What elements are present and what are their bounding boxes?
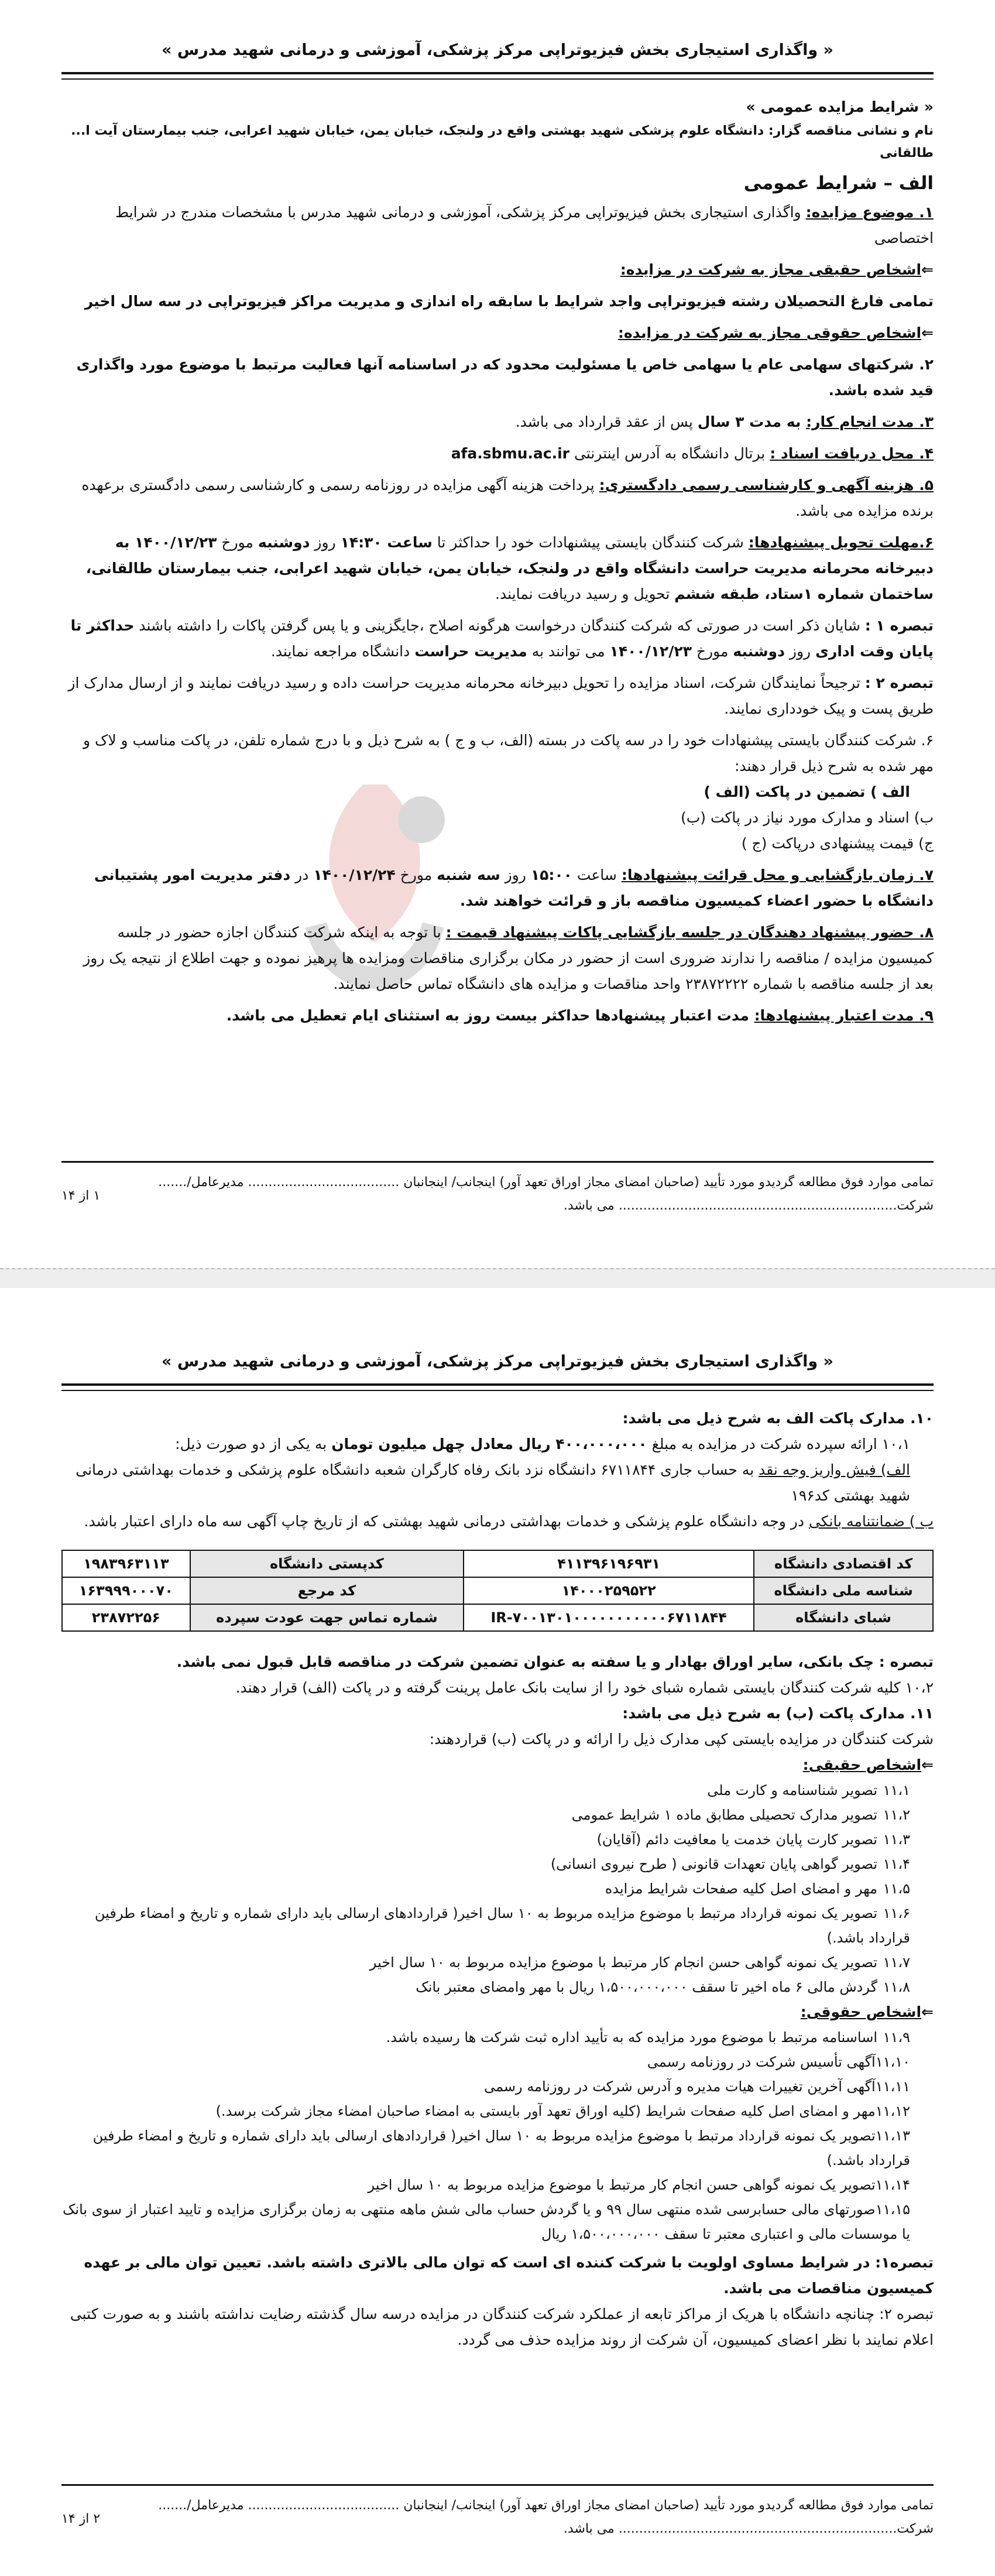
item-text: تصویر یک نمونه قرارداد مرتبط با موضوع مزایده مربوط به ۱۰ سال اخیر( قراردادهای ارسالی باید دارای شماره و تاریخ و امضاء طرفین قرارداد باشد.) — [94, 1905, 910, 1946]
item-8: ۸. حضور پیشنهاد دهندگان در جلسه بازگشایی پاکات پیشنهاد قیمت : با توجه به اینکه شرکت کنندگان اجازه حضور در جلسه کمیسیون مزایده / مناقصه را ندارند ضروری است از حضور در مکان برگزاری مناقصات ومزایده ها پرهیز نموده و جهت اطلاع از نتیجه یک روز بعد از جلسه مناقصه با شماره ۲۳۸۷۲۲۲۲ واحد مناقصات و مزایده های دانشگاه تماس حاصل نمایند. — [83, 924, 934, 992]
page-header-title: « واگذاری استیجاری بخش فیزیوتراپی مرکز پزشکی، آموزشی و درمانی شهید مدرس » — [61, 1352, 934, 1386]
item-4: ۴. محل دریافت اسناد : برتال دانشگاه به آدرس اینترنتی afa.sbmu.ac.ir — [451, 445, 934, 462]
part-a-title: الف – شرایط عمومی — [743, 173, 934, 194]
item-11-intro: شرکت کنندگان در مزایده بایستی کپی مدارک ذیل را ارائه و در پاکت (ب) قراردهند: — [429, 1731, 934, 1748]
item-number: ۱۱،۱۱ — [875, 2078, 910, 2095]
item-text: مهر و امضای اصل کلیه صفحات شرایط (کلیه اوراق تعهد آور بایستی به امضاء صاحبان امضاء مجاز شرکت برسد.) — [215, 2103, 876, 2119]
note-1: تبصره ۱ : شایان ذکر است در صورتی که شرکت کنندگان درخواست هرگونه اصلاح ،جایگزینی و یا پس گرفتن پاکات را داشته باشند حداکثر تا پایان وقت اداری روز دوشنبه مورخ ۱۴۰۰/۱۲/۲۳ می توانند به مدیریت حراست دانشگاه مراجعه نمایند. — [70, 617, 934, 660]
info-table-row — [62, 1550, 933, 1577]
page-1-footer — [61, 1161, 934, 1218]
item-10-1: ۱۰،۱ ارائه سپرده شرکت در مزایده به مبلغ ۴۰۰،۰۰۰،۰۰۰ ریال معادل چهل میلیون تومان به یکی از دو صورت ذیل: — [175, 1436, 910, 1453]
natural-persons-docs-heading: ⇐اشخاص حقیقی: — [802, 1756, 934, 1773]
item-3: ۳. مدت انجام کار: به مدت ۳ سال پس از عقد قرارداد می باشد. — [515, 413, 934, 430]
item-number: ۱۱،۱۰ — [875, 2054, 910, 2070]
info-table-value: ۱۹۸۳۹۶۳۱۱۳ — [62, 1550, 190, 1577]
item-text: آگهی آخرین تغییرات هیات مدیره و آدرس شرکت در روزنامه رسمی — [484, 2078, 876, 2095]
item-number: ۱۱،۲ — [883, 1807, 910, 1823]
legal-persons-docs-heading: ⇐اشخاص حقوقی: — [800, 2003, 934, 2020]
item-number: ۱۱،۳ — [883, 1831, 910, 1848]
document-requirement-item — [61, 2074, 910, 2099]
item-10-heading: ۱۰. مدارک پاکت الف به شرح ذیل می باشد: — [622, 1410, 934, 1427]
document-requirement-item — [61, 1876, 910, 1901]
document-requirement-item — [61, 1827, 910, 1852]
page-2-note-1: تبصره۱: در شرایط مساوی اولویت با شرکت کننده ای است که توان مالی بالاتری داشته باشد. تعیین توان مالی بر عهده کمیسیون مناقصات می باشد. — [84, 2254, 934, 2297]
item-number: ۱۱،۱۲ — [875, 2103, 910, 2119]
document-requirement-item — [61, 2123, 910, 2173]
legal-persons-docs-list — [61, 2025, 934, 2246]
item-text: مهر و امضای اصل کلیه صفحات شرایط مزایده — [605, 1880, 877, 1897]
item-number: ۱۱،۱۵ — [875, 2201, 910, 2218]
item-5: ۵. هزینه آگهی و کارشناسی رسمی دادگستری: پرداخت هزینه آگهی مزایده در روزنامه رسمی و کارشناسی رسمی دادگستری برعهده برنده مزایده می باشد. — [81, 477, 934, 519]
info-table-value: IR-۷۰۰۱۳۰۱۰۰۰۰۰۰۰۰۰۰۰۶۷۱۱۸۴۴ — [464, 1604, 754, 1631]
footer-company-line: شرکت.................................................................... می باشد. — [563, 1198, 934, 1213]
item-text: گردش مالی ۶ ماه اخیر تا سقف ۱،۵۰۰،۰۰۰،۰۰۰ ریال با مهر وامضای معتبر بانک — [416, 1979, 877, 1995]
item-number: ۱۱،۱ — [883, 1782, 910, 1799]
natural-persons-text: تمامی فارغ التحصیلان رشته فیزیوتراپی واجد شرایط با سابقه راه اندازی و مدیریت مراکز فیزیوتراپی در سه سال اخیر — [84, 293, 934, 310]
item-text: تصویر یک نمونه گواهی حسن انجام کار مرتبط با موضوع مزایده مربوط به ۱۰ سال اخیر — [369, 1954, 877, 1971]
document-requirement-item — [61, 1778, 910, 1803]
footer-company-line: شرکت.................................................................... می باشد. — [563, 2522, 934, 2536]
item-11-heading: ۱۱. مدارک پاکت (ب) به شرح ذیل می باشد: — [622, 1705, 934, 1722]
documents-url-link[interactable]: afa.sbmu.ac.ir — [451, 445, 570, 462]
item-6: ۶.مهلت تحویل پیشنهادها: شرکت کنندگان بایستی پیشنهادات خود را حداکثر تا ساعت ۱۴:۳۰ روز دوشنبه مورخ ۱۴۰۰/۱۲/۲۳ به دبیرخانه محرمانه مدیریت حراست دانشگاه واقع در ولنجک، خیابان یمن، خیابان شهید اعرابی، جنب بیمارستان طالقانی، ساختمان شماره ۱ستاد، طبقه ششم تحویل و رسید دریافت نمایند. — [85, 534, 934, 602]
info-table-label: کد اقتصادی دانشگاه — [754, 1550, 933, 1577]
item-number: ۱۱،۶ — [883, 1905, 910, 1921]
info-table-label: شبای دانشگاه — [754, 1604, 933, 1631]
legal-persons-heading: ⇐اشخاص حقوقی مجاز به شرکت در مزایده: — [617, 324, 934, 341]
note-2: تبصره ۲ : ترجیحاً نمایندگان شرکت، اسناد مزایده را تحویل دبیرخانه محرمانه مدیریت حراست داده و رسید دریافت نمایند و از ارسال مدارک از طریق پست و پیک خودداری نمایند. — [68, 674, 934, 717]
item-2: ۲. شرکتهای سهامی عام یا سهامی خاص یا مسئولیت محدود که در اساسنامه آنها فعالیت مرتبط با موضوع مورد واگذاری قید شده باشد. — [76, 356, 934, 399]
document-requirement-item — [61, 2099, 910, 2123]
item-number: ۱۱،۱۳ — [875, 2128, 910, 2144]
item-text: آگهی تأسیس شرکت در روزنامه رسمی — [647, 2054, 876, 2070]
page-2-note-2: تبصره ۲: چنانچه دانشگاه با هریک از مراکز تابعه از عملکرد شرکت کنندگان در مزایده درسه سال گذشته رضایت نداشته باشند و به صورت کتبی اعلام نمایند با نظر اعضای کمیسیون، آن شرکت از روند مزایده حذف می گردد. — [70, 2306, 934, 2348]
note-bank-check: تبصره : چک بانکی، سایر اوراق بهادار و یا سفته به عنوان تضمین شرکت در مناقصه قابل قبول نمی باشد. — [176, 1653, 934, 1670]
item-text: تصویر کارت پایان خدمت یا معافیت دائم (آقایان) — [596, 1831, 877, 1848]
envelope-c: ج) قیمت پیشنهادی درپاکت (ج ) — [741, 835, 934, 852]
document-requirement-item — [61, 1901, 910, 1950]
info-table-label: کد مرجع — [190, 1577, 464, 1604]
item-7: ۷. زمان بازگشایی و محل قرائت پیشنهادها: ساعت ۱۵:۰۰ روز سه شنبه مورخ ۱۴۰۰/۱۲/۲۴ در دفتر مدیریت امور پشتیبانی دانشگاه با حضور اعضاء کمیسیون مناقصه باز و قرائت خواهند شد. — [94, 866, 934, 909]
document-requirement-item — [61, 2197, 910, 2246]
page-2-footer — [61, 2484, 934, 2541]
item-number: ۱۱،۵ — [883, 1880, 910, 1897]
item-number: ۱۱،۱۴ — [875, 2177, 910, 2193]
document-requirement-item — [61, 2025, 910, 2050]
item-text: تصویر شناسنامه و کارت ملی — [707, 1782, 877, 1799]
info-table-value: ۲۳۸۷۲۲۵۶ — [62, 1604, 190, 1631]
item-9: ۹. مدت اعتبار پیشنهادها: مدت اعتبار پیشنهادها حداکثر بیست روز به استثنای ایام تعطیل می باشد. — [226, 1007, 934, 1024]
footer-approval-line: تمامی موارد فوق مطالعه گردیدو مورد تأیید (صاحبان امضای مجاز اوراق تعهد آور) اینجانب/ اینجانبان ..................................... مدیرعامل/....... — [158, 2498, 934, 2513]
envelope-a: الف ) تضمین در پاکت (الف ) — [704, 783, 910, 800]
item-number: ۱۱،۹ — [883, 2029, 910, 2046]
info-table-label: کدپستی دانشگاه — [190, 1550, 464, 1577]
item-text: تصویر یک نمونه قرارداد مرتبط با موضوع مزایده مربوط به ۱۰ سال اخیر( قراردادهای ارسالی باید دارای شماره و تاریخ و امضاء طرفین قرارداد باشد.) — [92, 2128, 910, 2169]
document-requirement-item — [61, 1975, 910, 1999]
item-6-envelopes: ۶. شرکت کنندگان بایستی پیشنهادات خود را در سه پاکت در بسته (الف، ب و ج ) به شرح ذیل و با درج شماره تلفن، در پاکت مناسب و لاک و مهر شده به شرح ذیل قرار دهند: — [83, 732, 934, 775]
page-header-title: « واگذاری استیجاری بخش فیزیوتراپی مرکز پزشکی، آموزشی و درمانی شهید مدرس » — [61, 41, 934, 74]
section-title: « شرایط مزایده عمومی » — [746, 98, 934, 115]
item-text: اساسنامه مرتبط با موضوع مورد مزایده که به تأیید اداره ثبت شرکت ها رسیده باشد. — [386, 2029, 877, 2046]
document-requirement-item — [61, 2050, 910, 2074]
document-requirement-item — [61, 2173, 910, 2197]
item-1: ۱. موضوع مزایده: واگذاری استیجاری بخش فیزیوتراپی مرکز پزشکی، آموزشی و درمانی شهید مدرس با مشخصات مندرج در شرایط اختصاصی — [115, 204, 934, 246]
item-text: صورتهای مالی حسابرسی شده منتهی سال ۹۹ و یا گردش حساب مالی شش ماهه منتهی به زمان برگزاری مزایده و تایید اعتبار از سوی بانک یا موسسات مالی و اعتباری معتبر تا سقف ۱،۵۰۰،۰۰۰،۰۰۰ ریال — [62, 2201, 910, 2242]
item-text: تصویر مدارک تحصیلی مطابق ماده ۱ شرایط عمومی — [571, 1807, 877, 1823]
info-table-value: ۱۶۳۹۹۹۰۰۰۷۰ — [62, 1577, 190, 1604]
page-number: ۲ از ۱۴ — [61, 2512, 101, 2526]
info-table-value: ۱۴۰۰۰۲۵۹۵۲۲ — [464, 1577, 754, 1604]
option-a-cash-deposit: الف) فیش واریز وجه نقد به حساب جاری ۶۷۱۱۸۴۴ دانشگاه نزد بانک رفاه کارگران شعبه دانشگاه علوم پزشکی و خدمات بهداشتی درمانی شهید بهشتی کد۱۹۶ — [76, 1461, 910, 1504]
document-page-2 — [0, 1288, 995, 2576]
item-text: تصویر یک نمونه گواهی حسن انجام کار مرتبط با موضوع مزایده مربوط به ۱۰ سال اخیر — [368, 2177, 876, 2193]
envelope-b: ب) اسناد و مدارک مورد نیاز در پاکت (ب) — [680, 809, 934, 826]
info-table-row — [62, 1577, 933, 1604]
info-table-label: شناسه ملی دانشگاه — [754, 1577, 933, 1604]
document-requirement-item — [61, 1803, 910, 1827]
organizer-address: نام و نشانی مناقصه گزار: دانشگاه علوم پزشکی شهید بهشتی واقع در ولنجک، خیابان یمن، خیابان شهید اعرابی، جنب بیمارستان آیت ا... طالقانی — [71, 124, 934, 160]
info-table-value: ۴۱۱۳۹۶۱۹۶۹۳۱ — [464, 1550, 754, 1577]
footer-approval-line: تمامی موارد فوق مطالعه گردیدو مورد تأیید (صاحبان امضای مجاز اوراق تعهد آور) اینجانب/ اینجانبان ..................................... مدیرعامل/....... — [158, 1175, 934, 1190]
page-number: ۱ از ۱۴ — [61, 1188, 101, 1203]
natural-persons-docs-list — [61, 1778, 934, 1999]
item-10-2: ۱۰،۲ کلیه شرکت کنندگان بایستی شماره شبای خود را از سایت بانک عامل پرینت گرفته و در پاکت (الف) قرار دهند. — [235, 1679, 934, 1696]
info-table-row — [62, 1604, 933, 1631]
info-table-label: شماره تماس جهت عودت سپرده — [190, 1604, 464, 1631]
option-b-bank-guarantee: ب ) ضمانتنامه بانکی در وجه دانشگاه علوم پزشکی و خدمات بهداشتی درمانی شهید بهشتی که از تاریخ چاپ آگهی سه ماه دارای اعتبار باشد. — [84, 1513, 934, 1530]
document-requirement-item — [61, 1852, 910, 1876]
item-number: ۱۱،۸ — [883, 1979, 910, 1995]
university-info-table — [61, 1550, 934, 1632]
natural-persons-heading: ⇐اشخاص حقیقی مجاز به شرکت در مزایده: — [620, 261, 934, 278]
item-text: تصویر گواهی پایان تعهدات قانونی ( طرح نیروی انسانی) — [550, 1856, 877, 1872]
item-number: ۱۱،۴ — [883, 1856, 910, 1872]
document-requirement-item — [61, 1950, 910, 1975]
item-number: ۱۱،۷ — [883, 1954, 910, 1971]
